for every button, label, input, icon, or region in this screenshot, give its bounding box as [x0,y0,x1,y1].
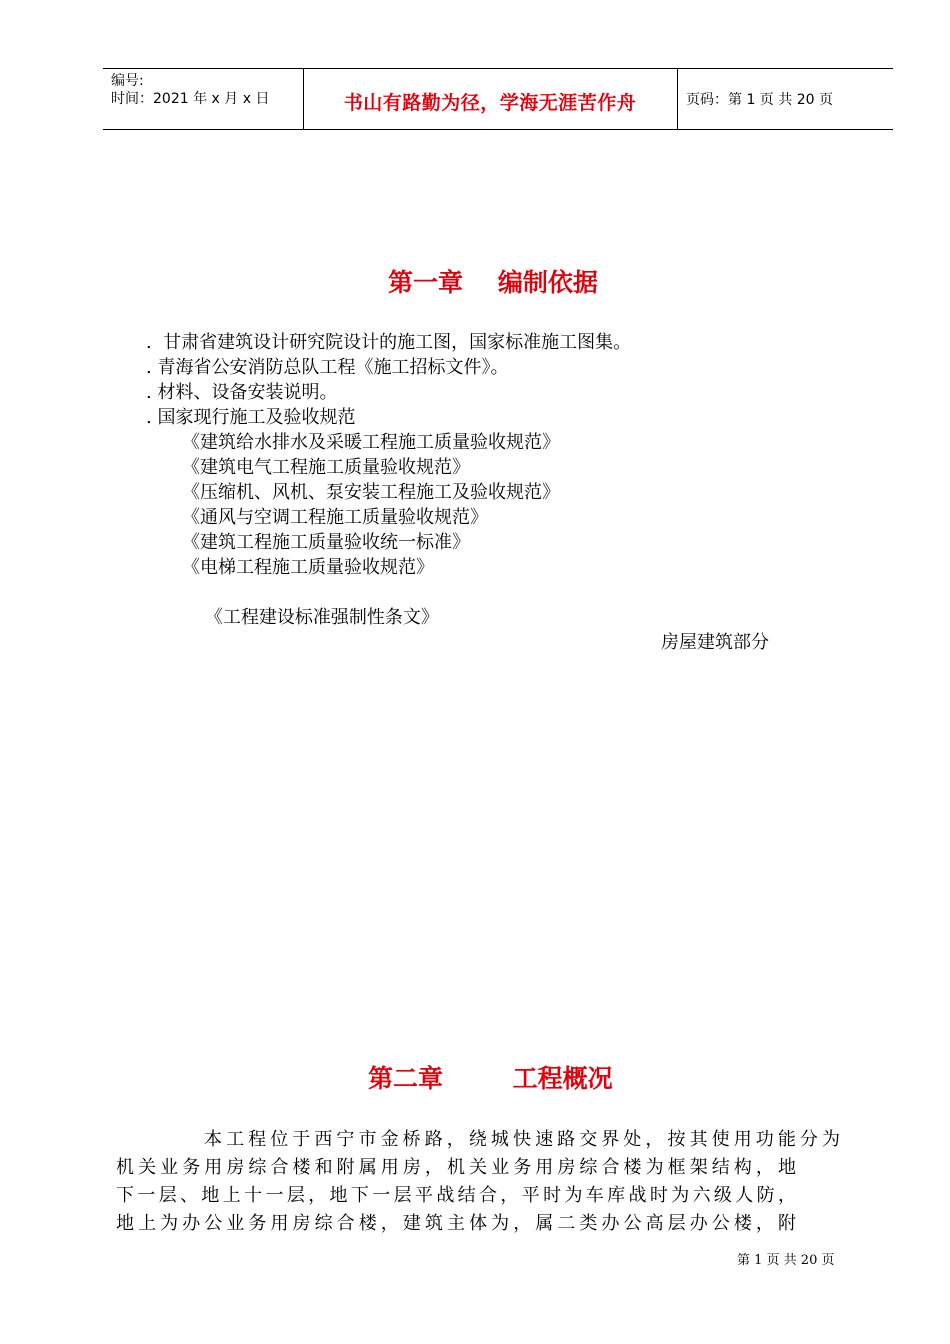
chapter-1-title: 第一章 编制依据 [388,268,598,297]
paragraph-line: 本工程位于西宁市金桥路，绕城快速路交界处，按其使用功能分为 [204,1129,840,1150]
document-number-label: 编号: [111,73,144,89]
project-overview-paragraph [116,1126,840,1238]
header-meta-cell [103,69,304,129]
list-item: . 材料、设备安装说明。 [146,382,338,403]
list-item: . 甘肃省建筑设计研究院设计的施工图，国家标准施工图集。 [146,332,632,353]
chapter-2-title: 第二章 工程概况 [368,1064,613,1093]
standard-item-last [146,580,769,653]
basis-list [146,330,769,653]
page-footer: 第 1 页 共 20 页 [737,1253,835,1268]
standard-note: 房屋建筑部分 [661,632,769,653]
page-header [103,68,893,130]
paragraph-line: 下一层、地上十一层，地下一层平战结合，平时为车库战时为六级人防， [116,1185,796,1206]
standard-item: 《建筑工程施工质量验收统一标准》 [182,532,470,553]
standard-item: 《电梯工程施工质量验收规范》 [182,557,434,578]
standard-item: 《建筑给水排水及采暖工程施工质量验收规范》 [182,432,560,453]
standard-item: 《通风与空调工程施工质量验收规范》 [182,507,488,528]
header-page-number: 页码：第 1 页 共 20 页 [686,92,833,108]
standard-item: 《压缩机、风机、泵安装工程施工及验收规范》 [182,482,560,503]
header-motto: 书山有路勤为径，学海无涯苦作舟 [343,92,637,114]
standard-item-text: 《工程建设标准强制性条文》 [204,607,439,628]
paragraph-line: 地上为办公业务用房综合楼，建筑主体为，属二类办公高层办公楼，附 [116,1213,796,1234]
list-item: . 青海省公安消防总队工程《施工招标文件》。 [146,357,509,378]
document-time-label: 时间：2021 年 x 月 x 日 [111,91,270,107]
paragraph-line: 机关业务用房综合楼和附属用房，机关业务用房综合楼为框架结构，地 [116,1157,796,1178]
list-item: . 国家现行施工及验收规范 [146,407,356,428]
header-page-cell [678,69,893,129]
standard-item: 《建筑电气工程施工质量验收规范》 [182,457,470,478]
header-motto-cell [303,69,678,129]
